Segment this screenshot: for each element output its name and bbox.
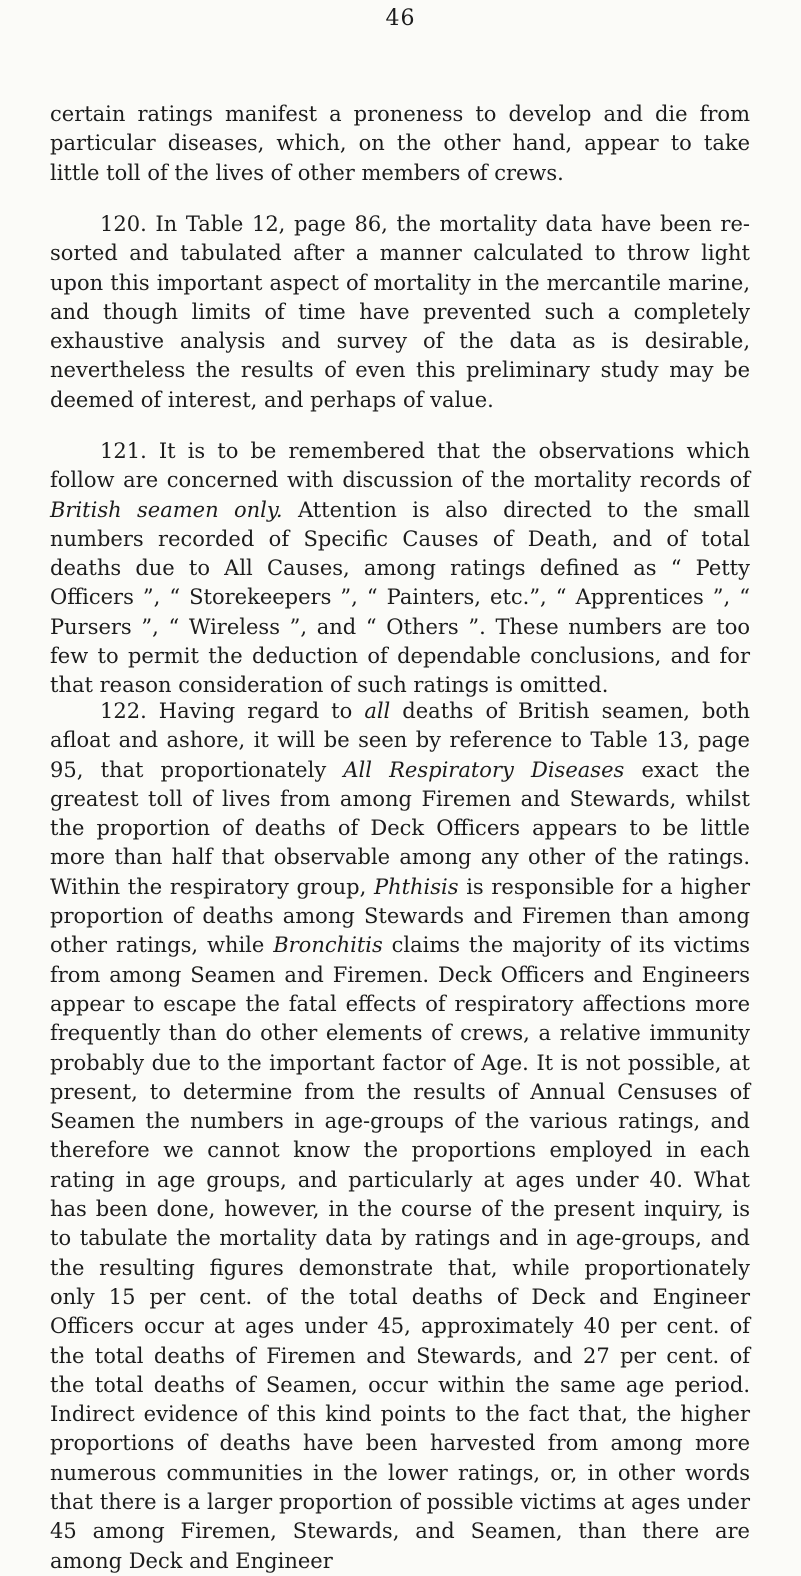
- text-run: Attention is also directed to the small numbers recorded of Specific Causes of Death, and of total deaths due to All Causes, among ratings defined as “ Petty Officers ”, “ Storekeepers ”, “ Painters, etc.”, “ Apprentices ”, “ Pursers ”, “ Wireless ”, and “ Others ”. These numbers are too few to permit the deduction of dependable conclusions, and for that reason consideration of such ratings is omitted.: [50, 497, 750, 698]
- text-run: exact the greatest toll of lives from among Firemen and Stewards, whilst the proportion of deaths of Deck Officers appears to be little more than half that observable among any other of the ratings. Within the respiratory group,: [50, 757, 750, 899]
- italic-text: Phthisis: [373, 874, 459, 899]
- paragraph-continuation: [50, 100, 750, 188]
- text-run: is responsible for a higher proportion of deaths among Stewards and Firemen than among other ratings, while: [50, 874, 750, 958]
- italic-text: British seamen only.: [50, 497, 283, 522]
- text-run: deaths of British seamen, both afloat and ashore, it will be seen by reference to Table 13, page 95, that proportionately: [50, 699, 750, 782]
- text-run: certain ratings manifest a proneness to develop and die from particular diseases, which, on the other hand, appear to take little toll of the lives of other members of crews.: [50, 102, 750, 185]
- text-run: claims the majority of its victims from among Seamen and Firemen. Deck Officers and Engineers appear to escape the fatal effects of respiratory affections more frequently than do other elements of crews, a relative immunity probably due to the important factor of Age. It is not possible, at present, to determine from the results of Annual Censuses of Seamen the numbers in age-groups of the various ratings, and therefore we cannot know the proportions employed in each rating in age groups, and particularly at ages under 40. What has been done, however, in the course of the present inquiry, is to tabulate the mortality data by ratings and in age-groups, and the resulting figures demonstrate that, while proportionately only 15 per cent. of the total deaths of Deck and Engineer Officers occur at ages under 45, approximately 40 per cent. of the total deaths of Firemen and Stewards, and 27 per cent. of the total deaths of Seamen, occur within the same age period. Indirect evidence of this kind points to the fact that, the higher proportions of deaths have been harvested from among more numerous communities in the lower ratings, or, in other words that there is a larger proportion of possible victims at ages under 45 among Firemen, Stewards, and Seamen, than there are among Deck and Engineer: [50, 933, 751, 1573]
- paragraph-122: [50, 697, 750, 1576]
- italic-text: All Respiratory Diseases: [343, 757, 625, 782]
- italic-text: all: [364, 699, 391, 723]
- text-run: 122. Having regard to: [100, 699, 365, 723]
- text-run: 120. In Table 12, page 86, the mortality data have been re-sorted and tabulated after a manner calculated to throw light upon this important aspect of mortality in the mercantile marine, and though limits of time have prevented such a completely exhaustive analysis and survey of the data as is desirable, nevertheless the results of even this preliminary study may be deemed of interest, and perhaps of value.: [50, 212, 750, 412]
- italic-text: Bronchitis: [273, 933, 383, 958]
- paragraph-120: [50, 210, 750, 415]
- page-number: 46: [385, 6, 416, 31]
- text-run: 121. It is to be remembered that the observations which follow are concerned with discussion of the mortality records of: [50, 439, 750, 493]
- paragraph-121: [50, 437, 750, 701]
